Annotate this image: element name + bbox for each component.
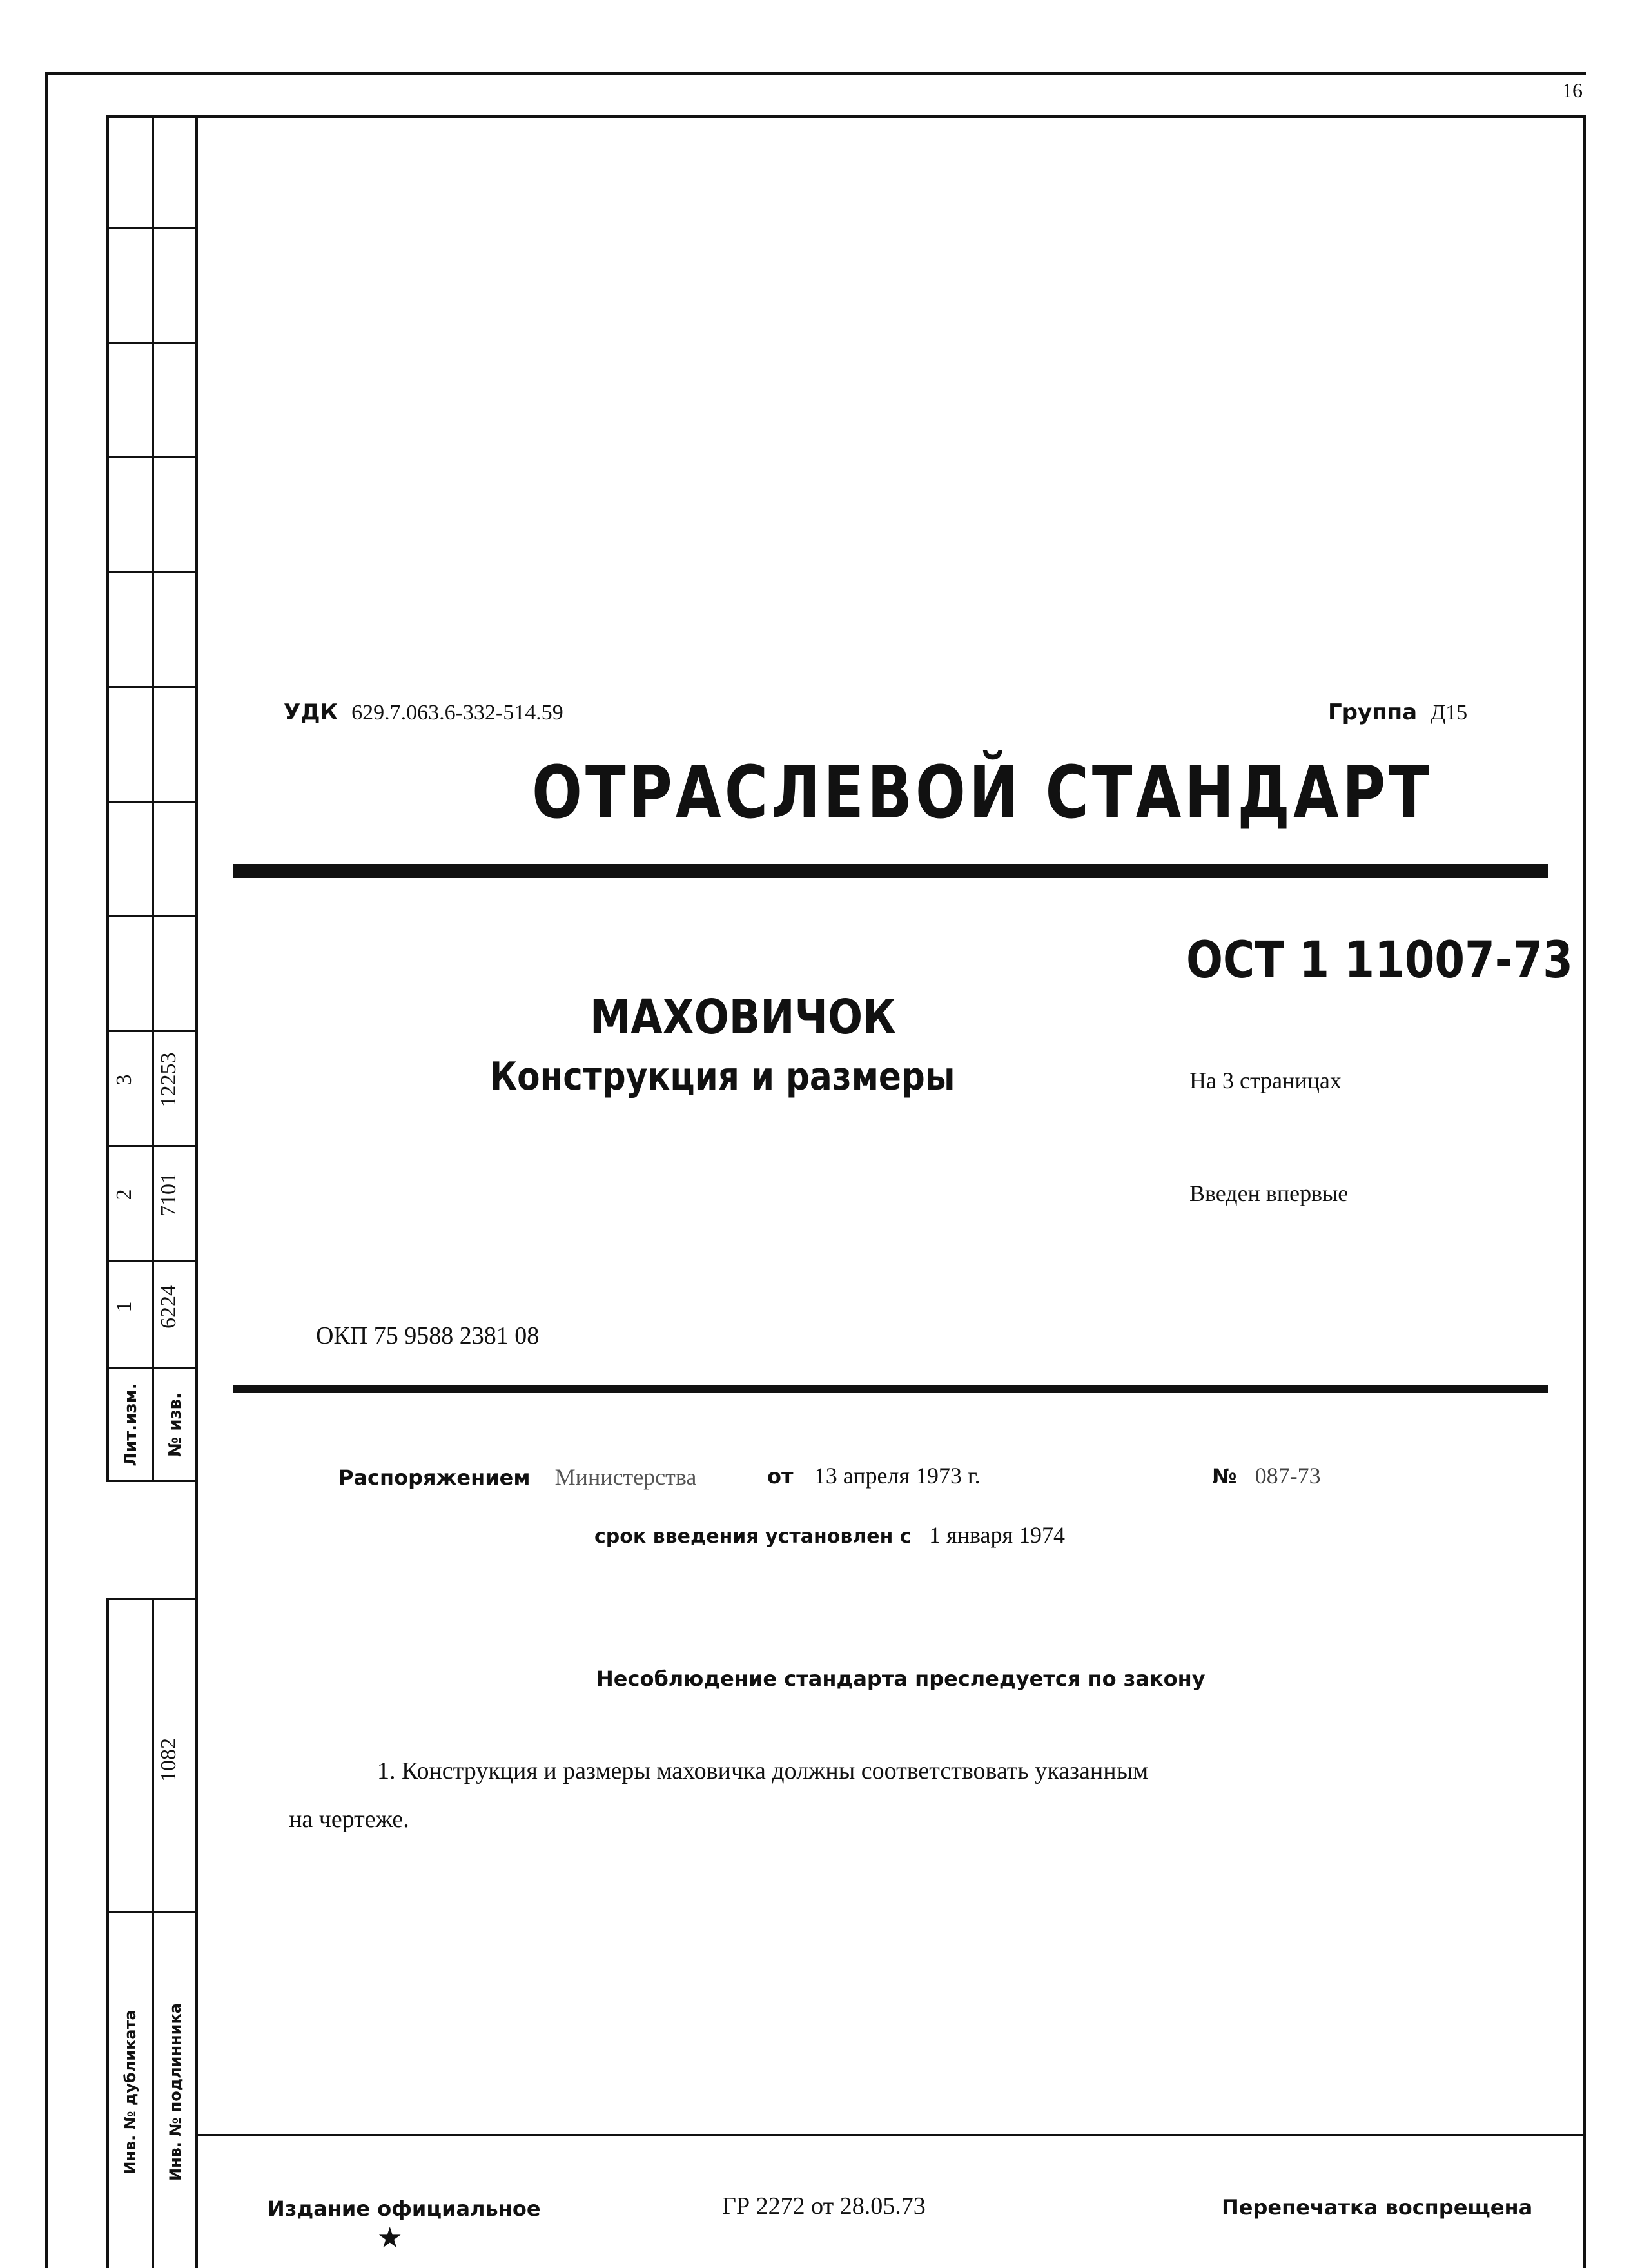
clause-1-line-2: на чертеже.	[289, 1806, 409, 1833]
side-grid-line	[106, 801, 197, 803]
side-grid-line	[106, 342, 197, 344]
side-grid-line	[106, 686, 197, 688]
order-label: Распоряжением	[338, 1465, 531, 1490]
udk-value: 629.7.063.6-332-514.59	[351, 701, 563, 725]
side-grid-line	[106, 571, 197, 573]
group-label: Группа	[1328, 699, 1418, 725]
pages-note: На 3 страницах	[1189, 1068, 1342, 1093]
group-value: Д15	[1430, 701, 1468, 725]
footer-separator	[195, 2134, 1586, 2136]
page-number: 16	[1562, 79, 1583, 102]
standard-number: ОСТ 1 11007-73	[1186, 932, 1573, 990]
frame-inner-top	[106, 115, 1586, 118]
change-2-num: 7101	[157, 1173, 181, 1217]
udk-label: УДК	[284, 699, 338, 725]
footer-registration: ГР 2272 от 28.05.73	[722, 2193, 926, 2220]
order-date-line	[767, 1462, 981, 1489]
effective-date: 1 января 1974	[929, 1522, 1066, 1548]
order-date: 13 апреля 1973 г.	[814, 1463, 981, 1489]
inv-original-value: 1082	[157, 1738, 181, 1782]
change-3-lit: 3	[112, 1074, 136, 1086]
okp-code: ОКП 75 9588 2381 08	[316, 1322, 540, 1349]
order-number: 087-73	[1255, 1463, 1321, 1489]
side-grid-line	[106, 1598, 197, 1600]
side-column-divider-lower	[152, 1598, 154, 2268]
item-title: МАХОВИЧОК	[590, 990, 897, 1045]
group-line	[1328, 699, 1467, 725]
effective-label: срок введения установлен с	[594, 1525, 912, 1548]
effective-line	[594, 1521, 1065, 1549]
side-grid-line	[106, 915, 197, 917]
star-icon: ★	[377, 2222, 403, 2254]
inv-original-label: Инв. № подлинника	[166, 2003, 184, 2181]
side-label-lit: Лит.изм.	[121, 1383, 141, 1467]
order-number-line	[1212, 1462, 1321, 1489]
frame-outer-left	[45, 72, 48, 2268]
order-number-label: №	[1212, 1464, 1237, 1489]
main-title: ОТРАСЛЕВОЙ СТАНДАРТ	[532, 751, 1432, 835]
order-authority: Министерства	[554, 1464, 697, 1490]
introduced-note: Введен впервые	[1189, 1180, 1349, 1206]
change-2-lit: 2	[112, 1189, 136, 1200]
side-column-left-lower	[106, 1598, 109, 2268]
clause-1-line-1: 1. Конструкция и размеры маховичка должны соответствовать указанным	[377, 1757, 1149, 1784]
change-3-num: 12253	[157, 1052, 181, 1108]
item-subtitle: Конструкция и размеры	[490, 1054, 955, 1099]
side-grid-line	[106, 456, 197, 458]
law-notice: Несоблюдение стандарта преследуется по закону	[596, 1667, 1206, 1691]
frame-outer-top	[45, 72, 1586, 75]
footer-edition: Издание официальное	[268, 2196, 541, 2221]
footer-reprint: Перепечатка воспрещена	[1222, 2195, 1533, 2220]
change-1-num: 6224	[157, 1285, 181, 1329]
frame-inner-right	[1583, 115, 1586, 2268]
inv-duplicate-label: Инв. № дубликата	[121, 2009, 139, 2175]
change-1-lit: 1	[112, 1301, 136, 1313]
side-label-num: № изв.	[166, 1393, 185, 1457]
title-rule	[233, 864, 1548, 878]
side-grid-line	[106, 1911, 197, 1913]
order-date-prefix: от	[767, 1464, 794, 1489]
frame-main-left	[195, 115, 198, 2268]
side-grid-line	[106, 227, 197, 229]
udk-line	[284, 699, 563, 725]
order-line	[338, 1463, 696, 1491]
okp-rule	[233, 1385, 1548, 1393]
